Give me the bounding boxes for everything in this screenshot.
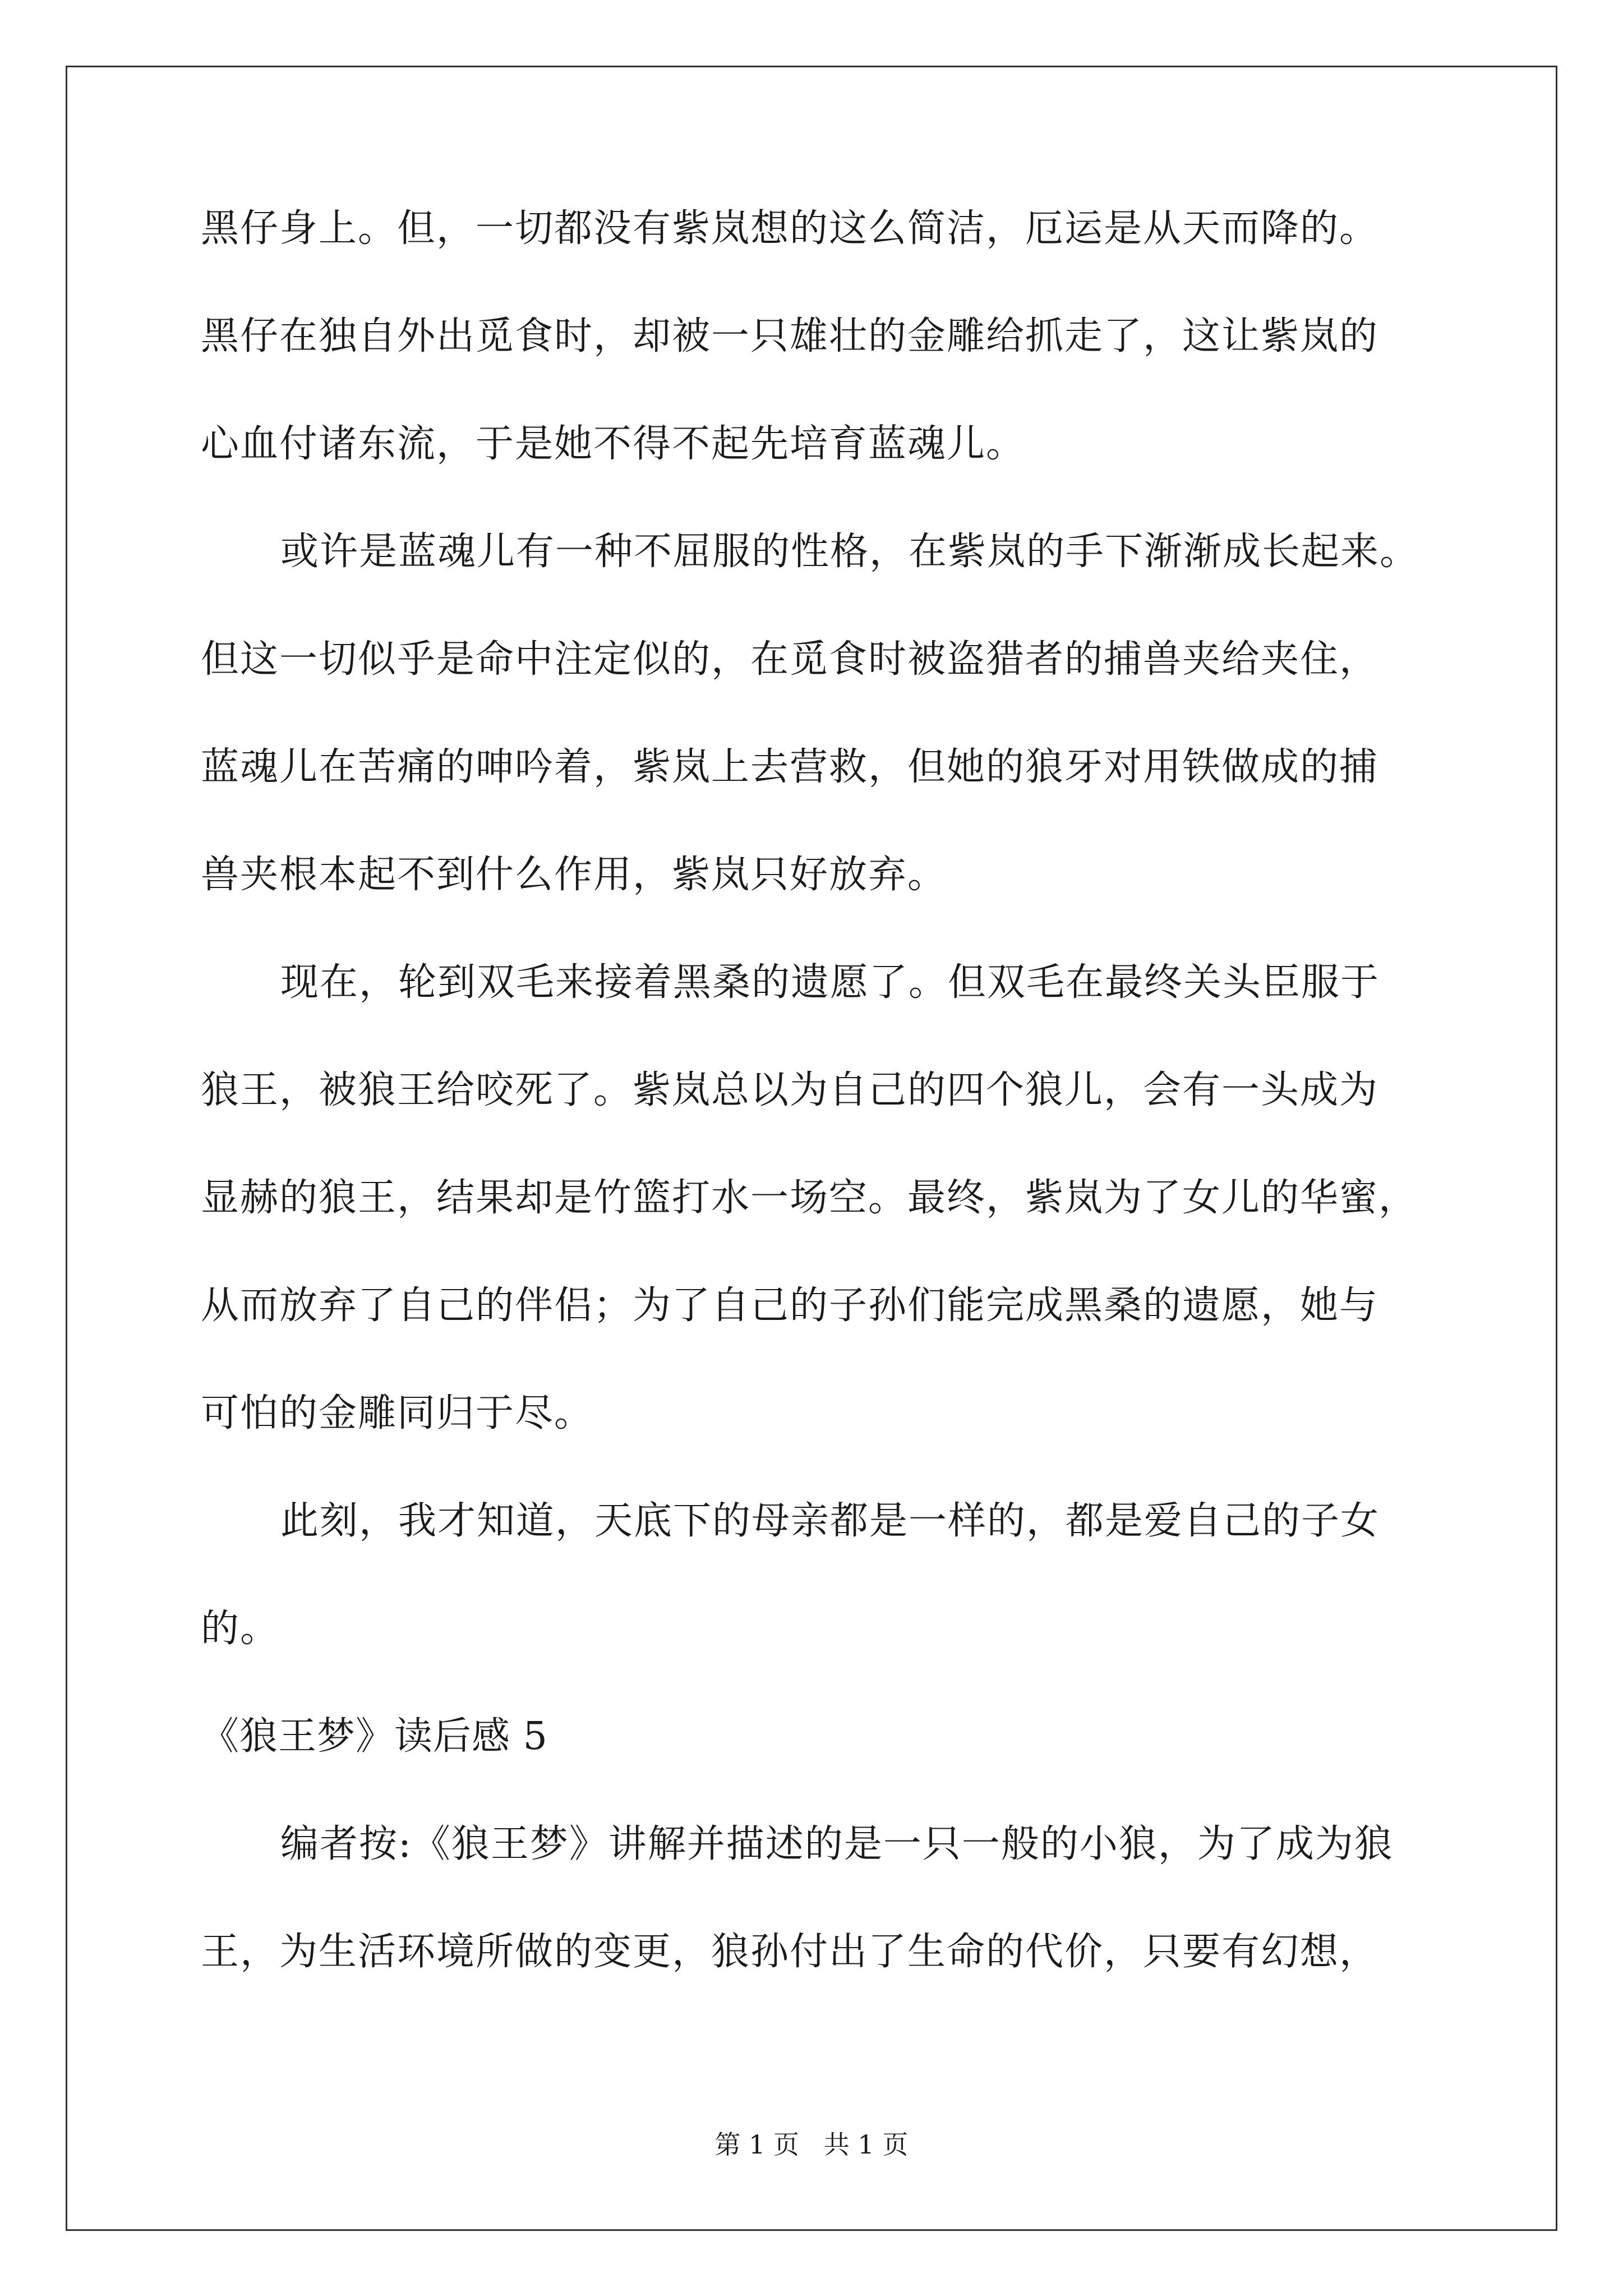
text-line: 可怕的金雕同归于尽。 xyxy=(201,1391,594,1435)
section-heading: 《狼王梦》读后感 5 xyxy=(201,1714,548,1759)
paragraph-start-line: 此刻，我才知道，天底下的母亲都是一样的，都是爱自己的子女 xyxy=(280,1499,1380,1543)
paragraph-start-line: 或许是蓝魂儿有一种不屈服的性格，在紫岚的手下渐渐成长起来。 xyxy=(280,530,1419,574)
text-line: 心血付诸东流，于是她不得不起先培育蓝魂儿。 xyxy=(201,422,1026,466)
document-body xyxy=(201,202,1435,2033)
text-line: 显赫的狼王，结果却是竹篮打水一场空。最终，紫岚为了女儿的华蜜， xyxy=(201,1176,1418,1220)
paragraph-start-line: 现在，轮到双毛来接着黑桑的遗愿了。但双毛在最终关头臣服于 xyxy=(280,960,1380,1005)
text-line: 蓝魂儿在苦痛的呻吟着，紫岚上去营救，但她的狼牙对用铁做成的捕 xyxy=(201,745,1379,789)
text-line: 但这一切似乎是命中注定似的，在觅食时被盗猎者的捕兽夹给夹住， xyxy=(201,637,1379,682)
paragraph-start-line: 编者按:《狼王梦》讲解并描述的是一只一般的小狼，为了成为狼 xyxy=(280,1822,1394,1866)
page-footer: 第 1 页 共 1 页 xyxy=(714,2129,909,2160)
text-line: 兽夹根本起不到什么作用，紫岚只好放弃。 xyxy=(201,853,947,897)
text-line: 狼王，被狼王给咬死了。紫岚总以为自己的四个狼儿，会有一头成为 xyxy=(201,1068,1379,1112)
text-line: 从而放弃了自己的伴侣；为了自己的子孙们能完成黑桑的遗愿，她与 xyxy=(201,1283,1379,1328)
text-line: 黑仔身上。但，一切都没有紫岚想的这么简洁，厄运是从天而降的。 xyxy=(201,206,1379,251)
text-line: 黑仔在独自外出觅食时，却被一只雄壮的金雕给抓走了，这让紫岚的 xyxy=(201,314,1379,358)
text-line: 王，为生活环境所做的变更，狼孙付出了生命的代价，只要有幻想， xyxy=(201,1930,1379,1974)
text-line: 的。 xyxy=(201,1607,280,1651)
